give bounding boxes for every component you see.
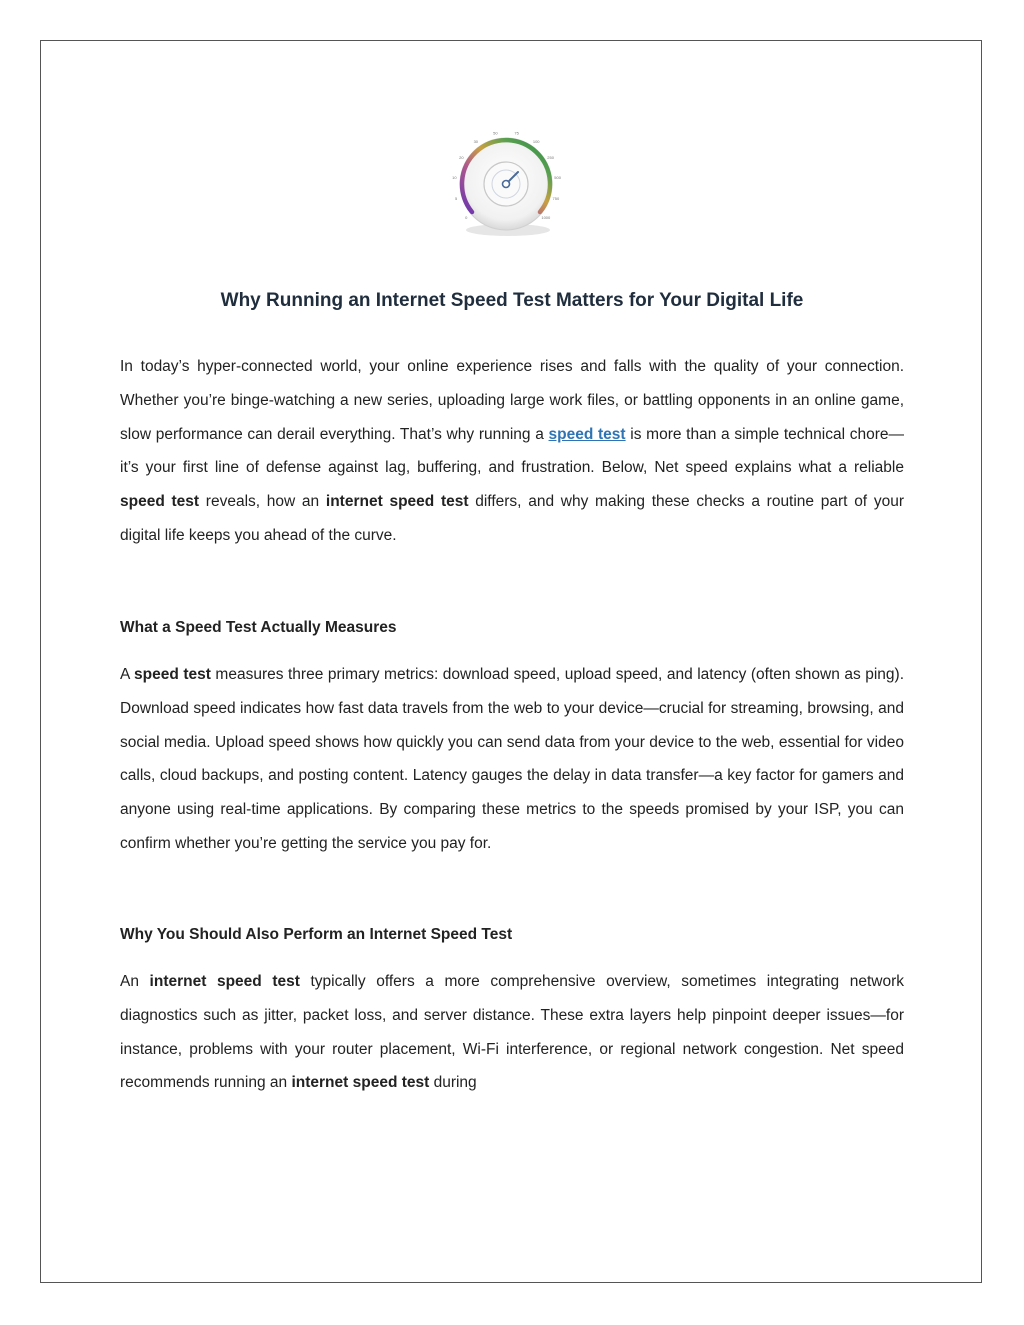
speedometer-icon <box>442 128 570 240</box>
gauge-tick-label: 1000 <box>541 214 551 220</box>
bold-term: speed test <box>120 493 200 511</box>
section-heading-measures: What a Speed Test Actually Measures <box>120 619 397 636</box>
gauge-tick-label: 500 <box>554 174 561 180</box>
gauge-tick-label: 75 <box>514 130 519 136</box>
gauge-tick-label: 50 <box>493 130 498 136</box>
document-title: Why Running an Internet Speed Test Matters for Your Digital Life <box>220 290 804 311</box>
bold-term: internet speed test <box>149 973 300 990</box>
gauge-tick-label: 10 <box>452 174 457 180</box>
gauge-tick-label: 0 <box>465 214 468 220</box>
gauge-tick-label: 5 <box>454 196 458 202</box>
gauge-tick-label: 250 <box>547 154 554 160</box>
gauge-tick-label: 100 <box>532 139 540 145</box>
gauge-tick-label: 750 <box>552 196 560 202</box>
gauge-tick-label: 30 <box>473 139 479 145</box>
speed-test-link[interactable]: speed test <box>548 425 626 443</box>
internet-speed-test-paragraph: An internet speed test typically offers a more comprehensive overview, sometimes integrating network diagnostics such as jitter, packet loss, and server distance. These extra layers help pinpoint deeper issues—for instance, problems with your router placement, Wi-Fi interference, or regional network congestion. Net speed recommends running an internet speed test during <box>120 973 905 1092</box>
gauge-tick-label: 20 <box>459 154 464 160</box>
bold-term: internet speed test <box>291 1074 430 1092</box>
section-heading-internet-speed-test: Why You Should Also Perform an Internet Speed Test <box>120 926 513 943</box>
bold-term: speed test <box>134 666 211 683</box>
intro-paragraph: In today’s hyper-connected world, your online experience rises and falls with the quality of your connection. Whether you’re binge-watching a new series, uploading large work files, or battling opponents in an online game, slow performance can derail everything. That’s why running a speed test is more than a simple technical chore—it’s your first line of defense against lag, buffering, and frustration. Below, Net speed explains what a reliable speed test reveals, how an internet speed test differs, and why making these checks a routine part of your digital life keeps you ahead of the curve. <box>120 358 904 544</box>
measures-paragraph: A speed test measures three primary metrics: download speed, upload speed, and latency (often shown as ping). Download speed indicates how fast data travels from the web to your device—crucial for streaming, browsing, and social media. Upload speed shows how quickly you can send data from your device to the web, essential for video calls, cloud backups, and posting content. Latency gauges the delay in data transfer—a key factor for gamers and anyone using real-time applications. By comparing these metrics to the speeds promised by your ISP, you can confirm whether you’re getting the service you pay for. <box>120 666 905 852</box>
bold-term: internet speed test <box>325 493 469 511</box>
